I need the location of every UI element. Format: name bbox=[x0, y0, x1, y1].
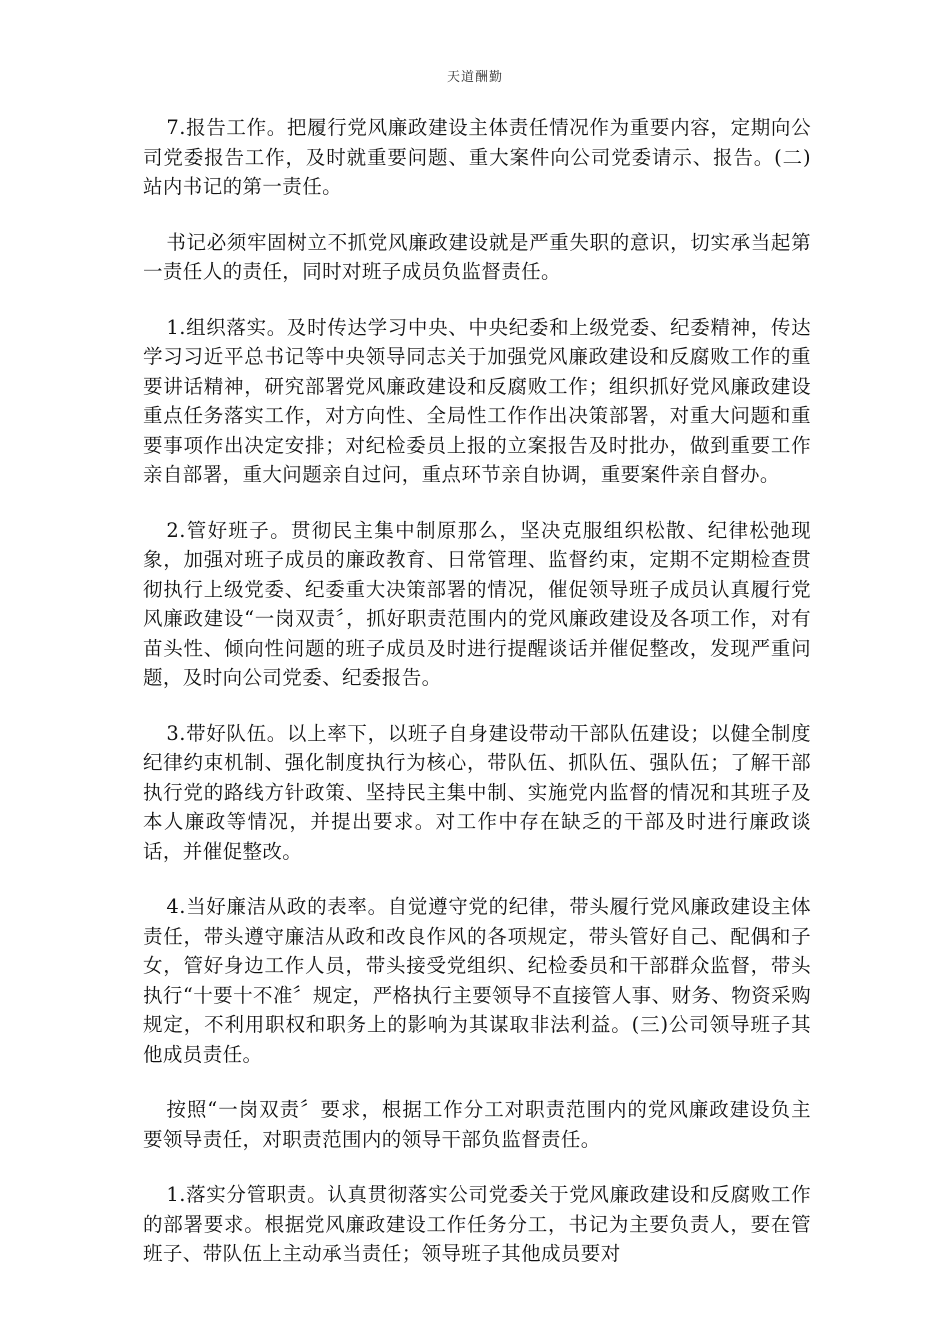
paragraph-role-model: 4.当好廉洁从政的表率。自觉遵守党的纪律，带头履行党风廉政建设主体责任，带头遵守廉洁从政和改良作风的各项规定，带头管好自己、配偶和子女，管好身边工作人员，带头接受党组织、纪检委员和干部群众监督，带头执行“十要十不准〞规定，严格执行主要领导不直接管人事、财务、物资采购规定，不利用职权和职务上的影响为其谋取非法利益。(三)公司领导班子其他成员责任。 bbox=[143, 895, 811, 1066]
paragraph-organize-implement: 1.组织落实。及时传达学习中央、中央纪委和上级党委、纪委精神，传达学习习近平总书记等中央领导同志关于加强党风廉政建设和反腐败工作的重要讲话精神，研究部署党风廉政建设和反腐败工作；组织抓好党风廉政建设重点任务落实工作，对方向性、全局性工作作出决策部署，对重大问题和重要事项作出决定安排；对纪检委员上报的立案报告及时批办，做到重要工作亲自部署，重大问题亲自过问，重点环节亲自协调，重要案件亲自督办。 bbox=[143, 315, 811, 486]
paragraph-assigned-duties: 1.落实分管职责。认真贯彻落实公司党委关于党风廉政建设和反腐败工作的部署要求。根据党风廉政建设工作任务分工，书记为主要负责人，要在管班子、带队伍上主动承当责任；领导班子其他成员要对 bbox=[143, 1183, 811, 1265]
page-header: 天道酬勤 bbox=[446, 70, 503, 85]
paragraph-dual-responsibility: 按照“一岗双责〞要求，根据工作分工对职责范围内的党风廉政建设负主要领导责任，对职责范围内的领导干部负监督责任。 bbox=[143, 1098, 811, 1151]
paragraph-manage-team: 2.管好班子。贯彻民主集中制原那么，坚决克服组织松散、纪律松弛现象，加强对班子成员的廉政教育、日常管理、监督约束，定期不定期检查贯彻执行上级党委、纪委重大决策部署的情况，催促领导班子成员认真履行党风廉政建设“一岗双责〞，抓好职责范围内的党风廉政建设及各项工作，对有苗头性、倾向性问题的班子成员及时进行提醒谈话并催促整改，发现严重问题，及时向公司党委、纪委报告。 bbox=[143, 518, 811, 689]
paragraph-lead-staff: 3.带好队伍。以上率下，以班子自身建设带动干部队伍建设；以健全制度纪律约束机制、强化制度执行为核心，带队伍、抓队伍、强队伍；了解干部执行党的路线方针政策、坚持民主集中制、实施党内监督的情况和其班子及本人廉政等情况，并提出要求。对工作中存在缺乏的干部及时进行廉政谈话，并催促整改。 bbox=[143, 721, 811, 863]
paragraph-report-work: 7.报告工作。把履行党风廉政建设主体责任情况作为重要内容，定期向公司党委报告工作，及时就重要问题、重大案件向公司党委请示、报告。(二)站内书记的第一责任。 bbox=[143, 116, 811, 198]
paragraph-secretary-duty: 书记必须牢固树立不抓党风廉政建设就是严重失职的意识，切实承当起第一责任人的责任，同时对班子成员负监督责任。 bbox=[143, 230, 811, 283]
document-body bbox=[143, 113, 811, 1295]
